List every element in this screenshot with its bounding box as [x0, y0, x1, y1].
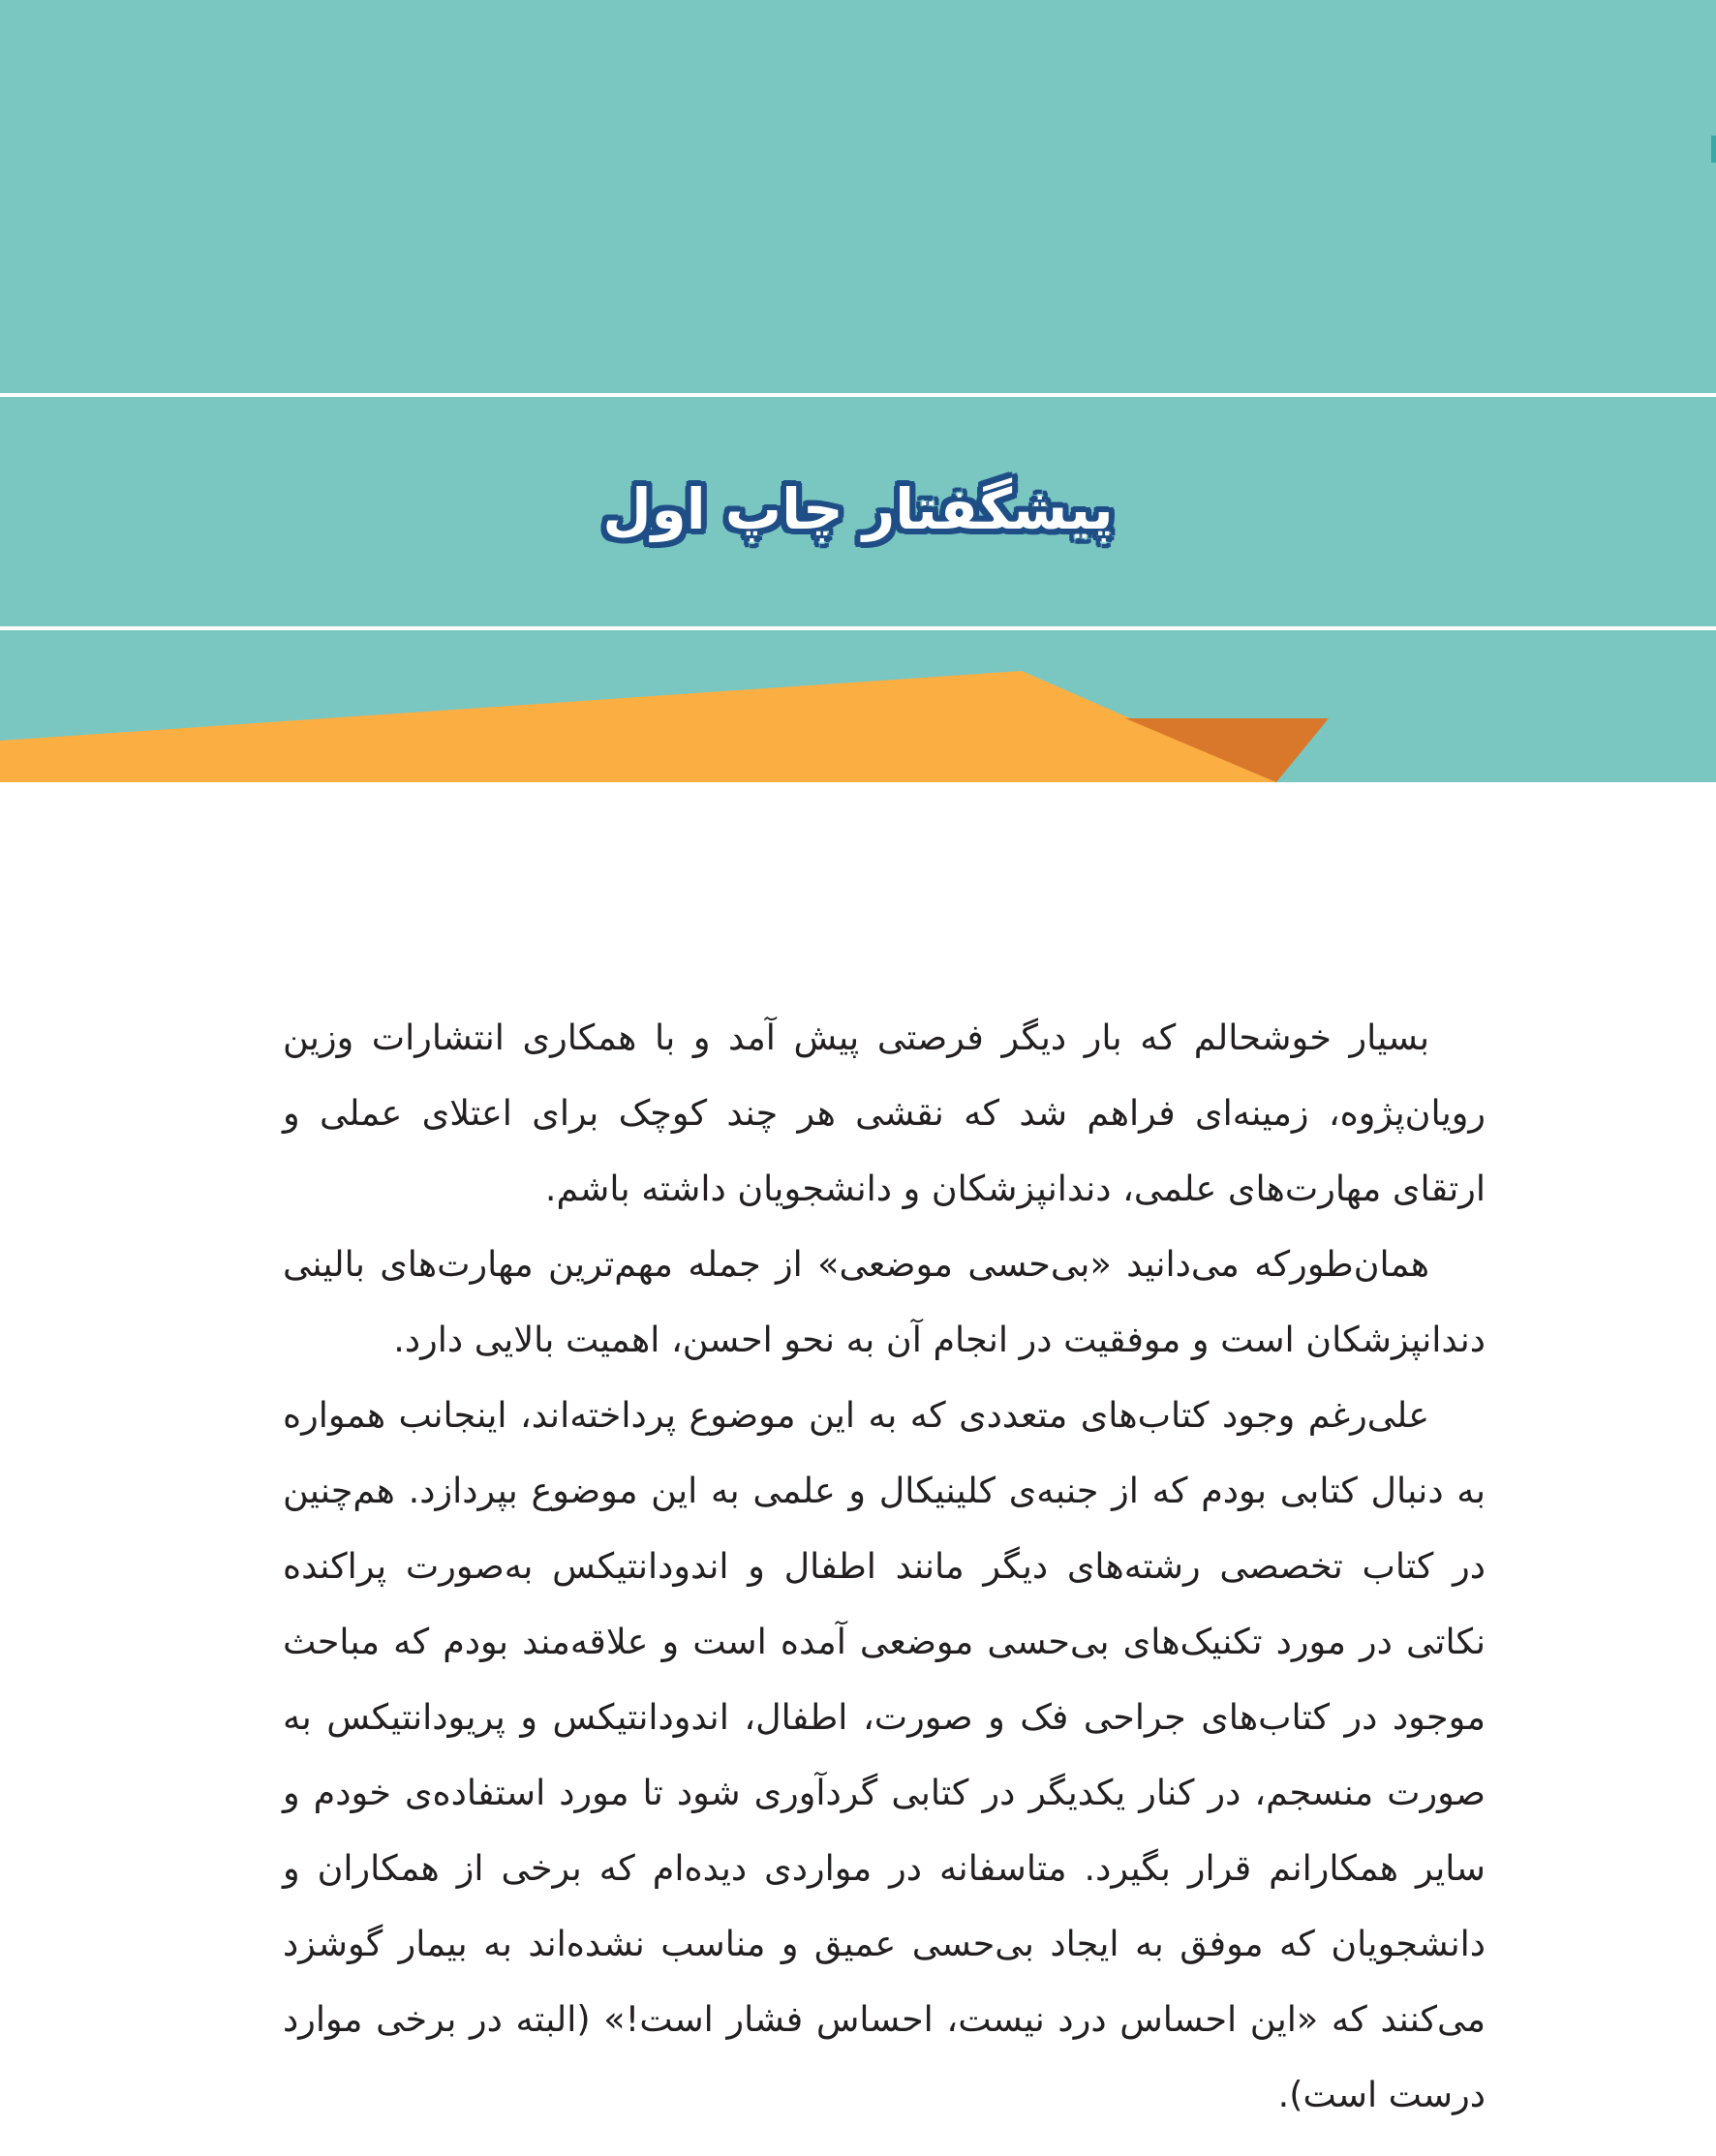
- page-title: پیشگفتار چاپ اول: [602, 476, 1114, 542]
- body-text: [283, 1000, 1486, 2133]
- orange-stripe: [0, 671, 1276, 782]
- paragraph-3: علی‌رغم وجود کتاب‌های متعددی که به این موضوع پرداخته‌اند، اینجانب همواره به دنبال کتابی بودم که از جنبه‌ی کلینیکال و علمی به این موضوع بپردازد. هم‌چنین در کتاب تخصصی رشته‌های دیگر مانند اطفال و اندودانتیکس به‌صورت پراکنده نکاتی در مورد تکنیک‌های بی‌حسی موضعی آمده است و علاقه‌مند بودم که مباحث موجود در کتاب‌های جراحی فک و صورت، اطفال، اندودانتیکس و پریودانتیکس به صورت منسجم، در کنار یکدیگر در کتابی گردآوری شود تا مورد استفاده‌ی خودم و سایر همکارانم قرار بگیرد. متاسفانه در مواردی دیده‌ام که برخی از همکاران و دانشجویان که موفق به ایجاد بی‌حسی عمیق و مناسب نشده‌اند به بیمار گوشزد می‌کنند که «این احساس درد نیست، احساس فشار است!» (البته در برخی موارد درست است).: [283, 1394, 1486, 2115]
- paragraph-1: بسیار خوشحالم که بار دیگر فرصتی پیش آمد و با همکاری انتشارات وزین رویان‌پژوه، زمینه‌ای فراهم شد که نقشی هر چند کوچک برای اعتلای عملی و ارتقای مهارت‌های علمی، دندانپزشکان و دانشجویان داشته باشم.: [283, 1017, 1486, 1209]
- decorative-wedge: [0, 0, 1716, 782]
- paragraph-2: همان‌طورکه می‌دانید «بی‌حسی موضعی» از جمله مهم‌ترین مهارت‌های بالینی دندانپزشکان است و موفقیت در انجام آن به نحو احسن، اهمیت بالایی دارد.: [283, 1243, 1486, 1360]
